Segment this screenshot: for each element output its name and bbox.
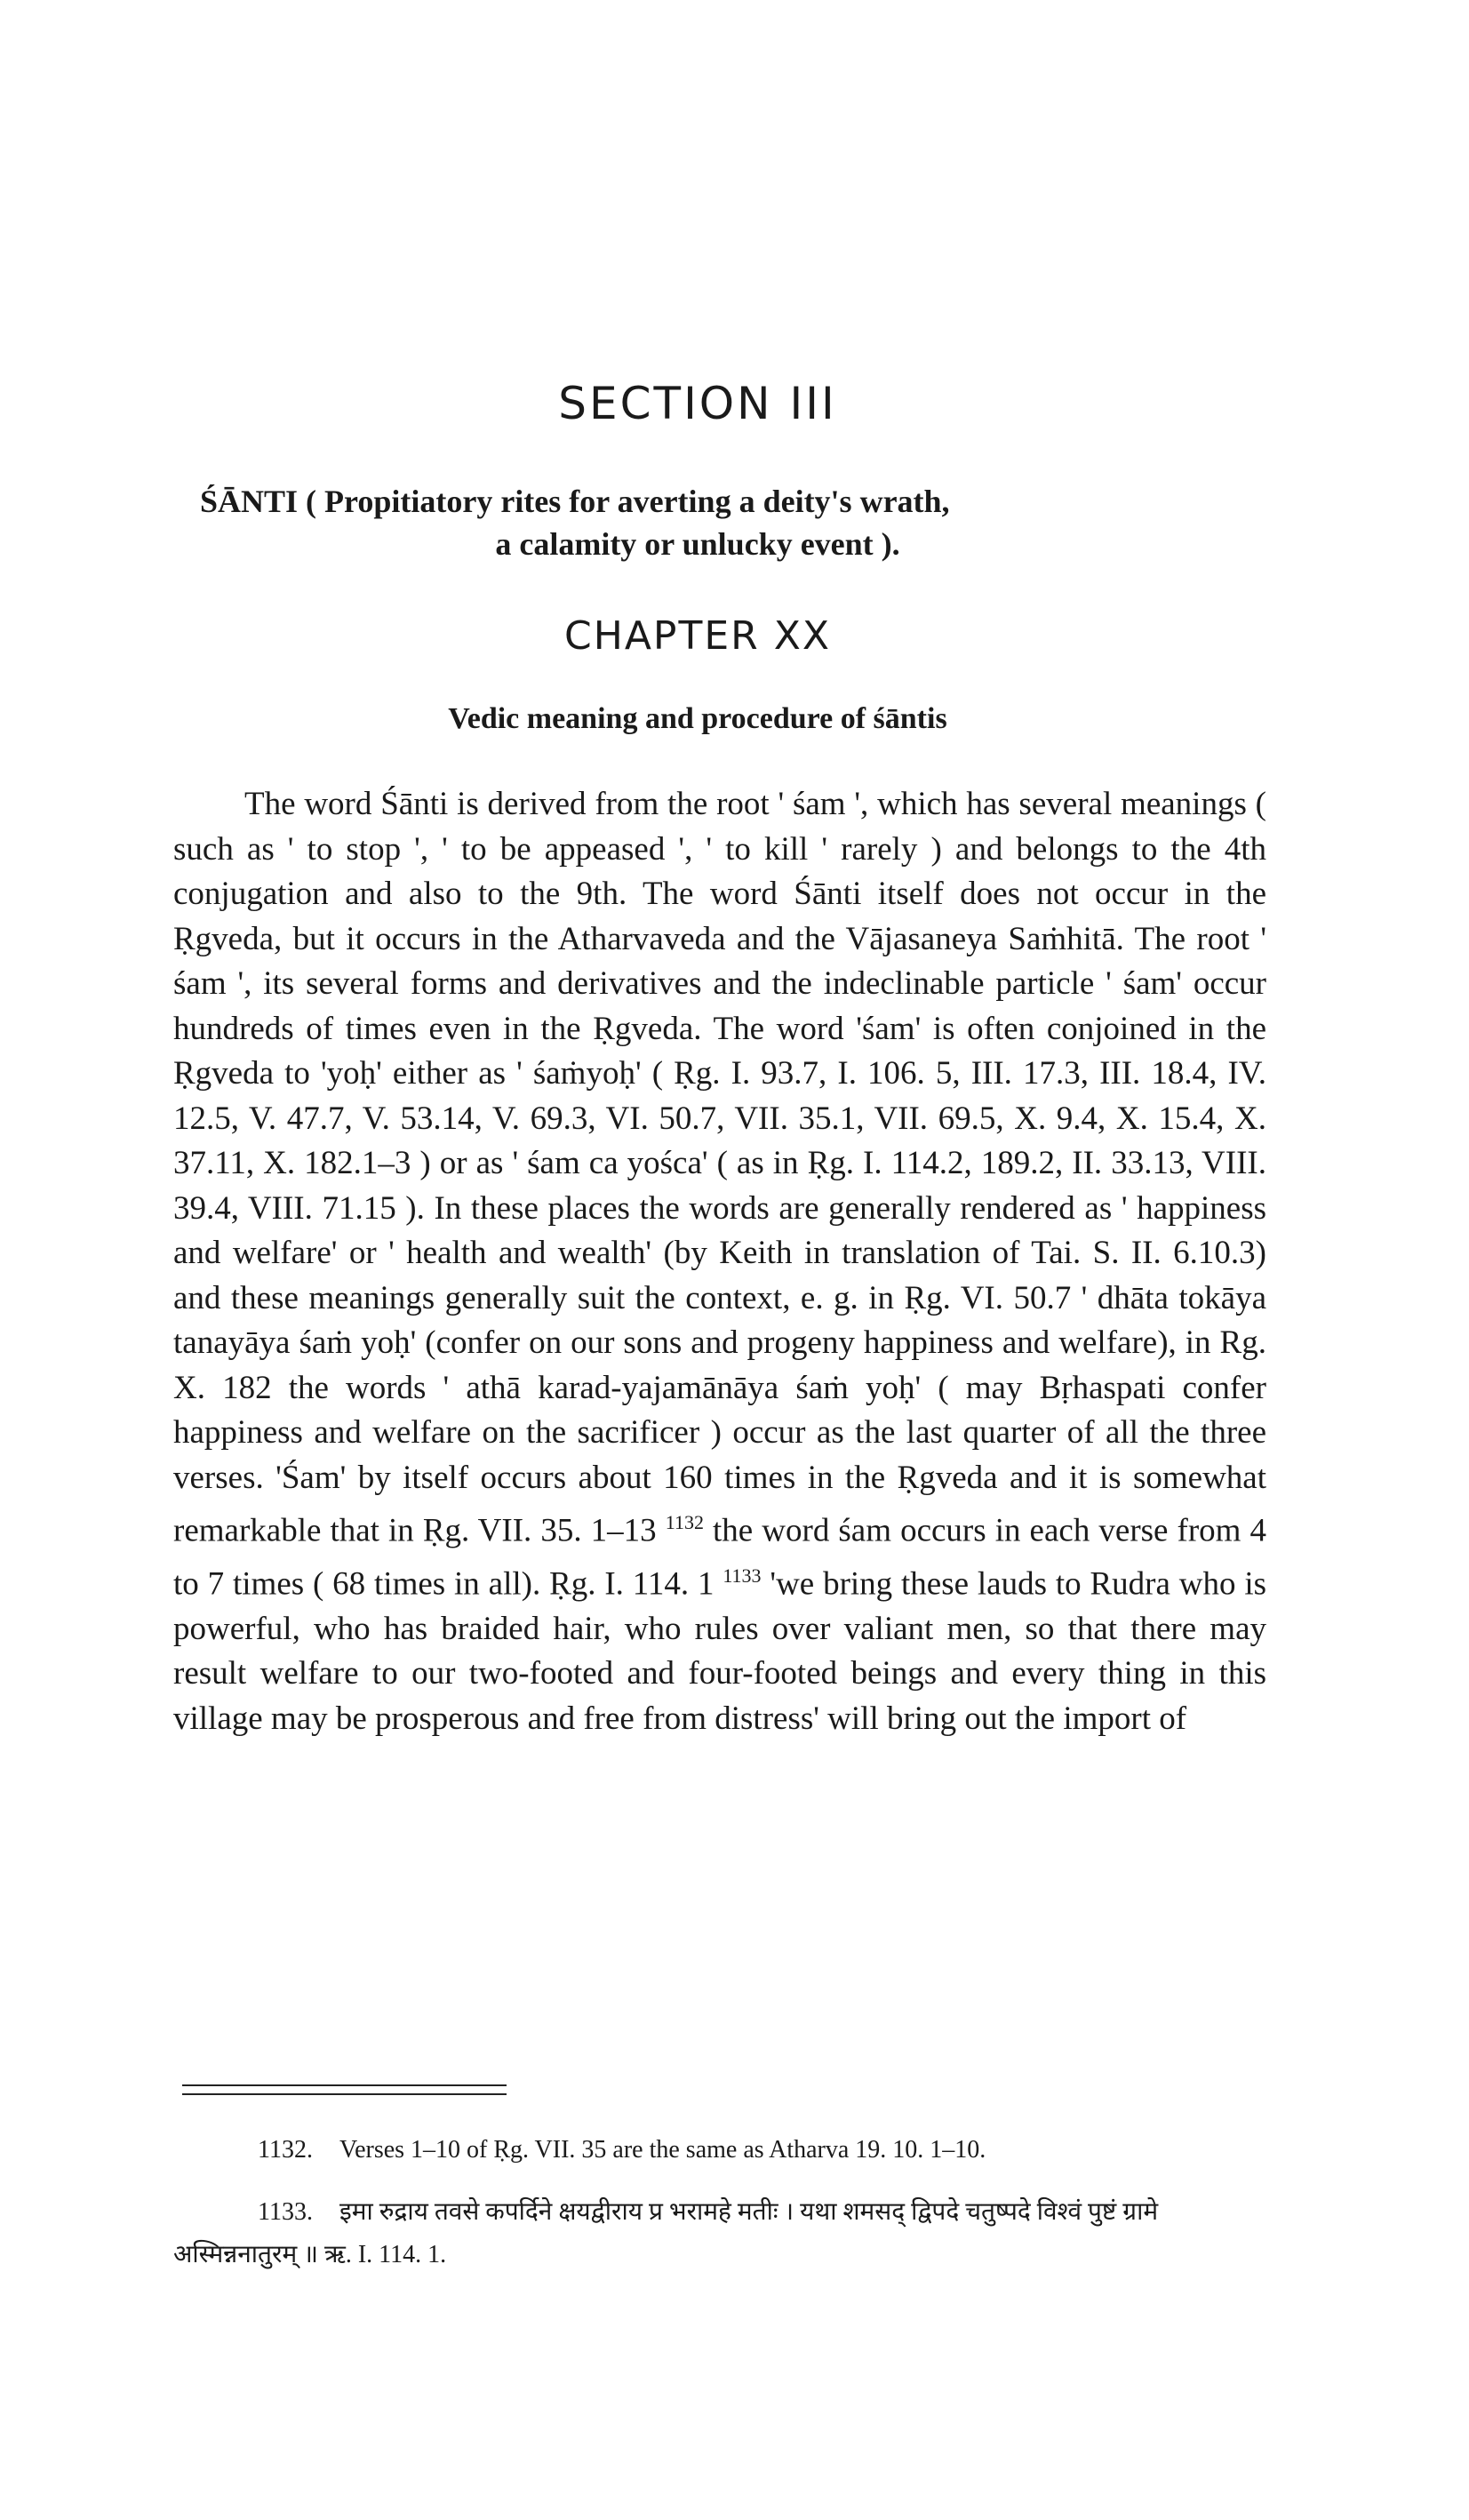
footnote-ref-1133: 1133 xyxy=(723,1564,762,1587)
paragraph-part-2: the word śam occurs in each verse from 4 to 7 times ( 68 times in all). Ṛg. I. 114. 1 xyxy=(173,1512,1267,1603)
body-paragraph xyxy=(173,782,1266,1741)
footnote-ref-1132: 1132 xyxy=(665,1511,704,1533)
footnote-number: 1132. xyxy=(258,2136,313,2164)
footnote-text: इमा रुद्राय तवसे कपर्दिने क्षयद्वीराय प्र भरामहे मतीः । यथा शमसद् द्विपदे चतुष्पदे विश्वं पुष्टं ग्रामे अस्मिन्ननातुरम् ॥ ऋ. I. 114. 1. xyxy=(173,2198,1159,2268)
footnotes xyxy=(173,2129,1266,2296)
section-subtitle-line-1: ŚĀNTI ( Propitiatory rites for averting a deity's wrath, xyxy=(200,484,950,519)
footnote-number: 1133. xyxy=(258,2198,313,2226)
footnote-divider xyxy=(182,2084,507,2095)
paragraph-part-3: 'we bring these lauds to Rudra who is powerful, who has braided hair, who rules over valiant men, so that there may result welfare to our two-footed and four-footed beings and every thing in this village may be prosperous and free from distress' will bring out the import of xyxy=(173,1565,1267,1737)
footnote-text: Verses 1–10 of Ṛg. VII. 35 are the same as Atharva 19. 10. 1–10. xyxy=(339,2136,986,2164)
body-text xyxy=(173,782,1266,1741)
footnote-1132 xyxy=(173,2129,1266,2172)
chapter-subtitle: Vedic meaning and procedure of śāntis xyxy=(448,702,947,735)
footnote-1133 xyxy=(173,2191,1266,2276)
section-subtitle-line-2: a calamity or unlucky event ). xyxy=(495,526,900,562)
chapter-title: CHAPTER XX xyxy=(564,613,831,659)
paragraph-part-1: The word Śānti is derived from the root ' śam ', which has several meanings ( such as ' to stop ', ' to be appeased ', ' to kill ' rarely ) and belongs to the 4th conjugation and also to the 9th. The word Śānti itself does not occur in the Ṛgveda, but it occurs in the Atharvaveda and the Vājasaneya Saṁhitā. The root ' śam ', its several forms and derivatives and the indeclinable particle ' śam' occur hundreds of times even in the Ṛgveda. The word 'śam' is often conjoined in the Ṛgveda to 'yoḥ' either as ' śaṁyoḥ' ( Ṛg. I. 93.7, I. 106. 5, III. 17.3, III. 18.4, IV. 12.5, V. 47.7, V. 53.14, V. 69.3, VI. 50.7, VII. 35.1, VII. 69.5, X. 9.4, X. 15.4, X. 37.11, X. 182.1–3 ) or as ' śam ca yośca' ( as in Ṛg. I. 114.2, 189.2, II. 33.13, VIII. 39.4, VIII. 71.15 ). In these places the words are generally rendered as ' happiness and welfare' or ' health and wealth' (by Keith in translation of Tai. S. II. 6.10.3) and these meanings generally suit the context, e. g. in Ṛg. VI. 50.7 ' dhāta tokāya tanayāya śaṁ yoḥ' (confer on our sons and progeny happiness and welfare), in Rg. X. 182 the words ' athā karad-yajamānāya śaṁ yoḥ' ( may Bṛhaspati confer happiness and welfare on the sacrificer ) occur as the last quarter of all the three verses. 'Śam' by itself occurs about 160 times in the Ṛgveda and it is somewhat remarkable that in Ṛg. VII. 35. 1–13 xyxy=(173,786,1266,1549)
section-title: SECTION III xyxy=(558,378,837,429)
section-subtitle xyxy=(200,480,1249,565)
